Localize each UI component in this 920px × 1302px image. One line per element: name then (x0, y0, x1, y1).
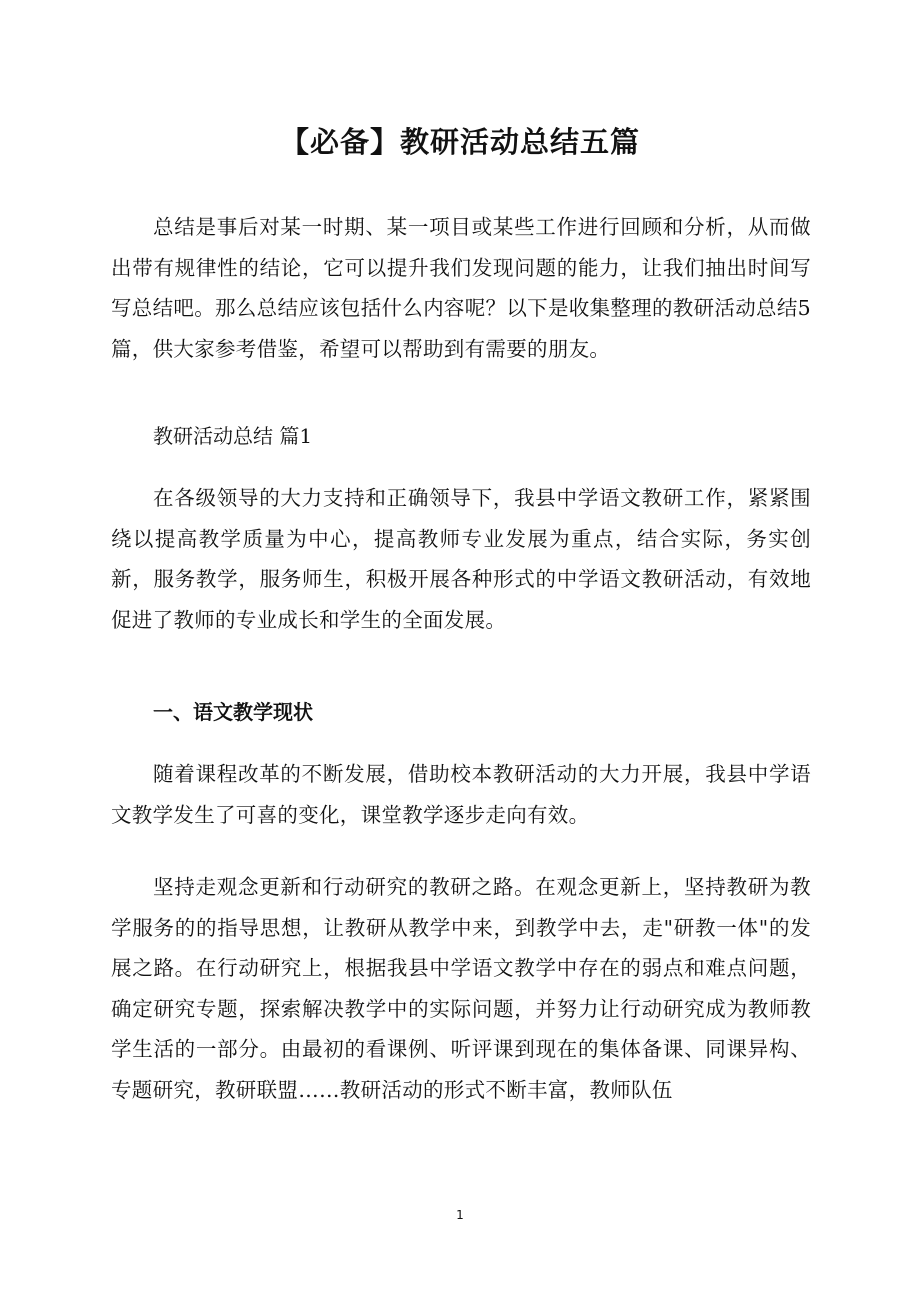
section-heading: 一、语文教学现状 (153, 700, 313, 724)
page-number: 1 (456, 1208, 464, 1222)
body-paragraph-1: 在各级领导的大力支持和正确领导下，我县中学语文教研工作，紧紧围绕以提高教学质量为中心，提高教师专业发展为重点，结合实际，务实创新，服务教学，服务师生，积极开展各种形式的中学语文教研活动，有效地促进了教师的专业成长和学生的全面发展。 (111, 486, 811, 632)
body-paragraph-2: 随着课程改革的不断发展，借助校本教研活动的大力开展，我县中学语文教学发生了可喜的变化，课堂教学逐步走向有效。 (111, 762, 811, 827)
intro-paragraph: 总结是事后对某一时期、某一项目或某些工作进行回顾和分析，从而做出带有规律性的结论，它可以提升我们发现问题的能力，让我们抽出时间写写总结吧。那么总结应该包括什么内容呢？以下是收集整理的教研活动总结5篇，供大家参考借鉴，希望可以帮助到有需要的朋友。 (111, 215, 811, 361)
section-title: 教研活动总结 篇1 (153, 424, 313, 448)
document-title: 【必备】教研活动总结五篇 (279, 125, 640, 159)
body-paragraph-3: 坚持走观念更新和行动研究的教研之路。在观念更新上，坚持教研为教学服务的的指导思想，让教研从教学中来，到教学中去，走"研教一体"的发展之路。在行动研究上，根据我县中学语文教学中存在的弱点和难点问题，确定研究专题，探索解决教学中的实际问题，并努力让行动研究成为教师教学生活的一部分。由最初的看课例、听评课到现在的集体备课、同课异构、专题研究，教研联盟……教研活动的形式不断丰富，教师队伍 (111, 875, 811, 1102)
